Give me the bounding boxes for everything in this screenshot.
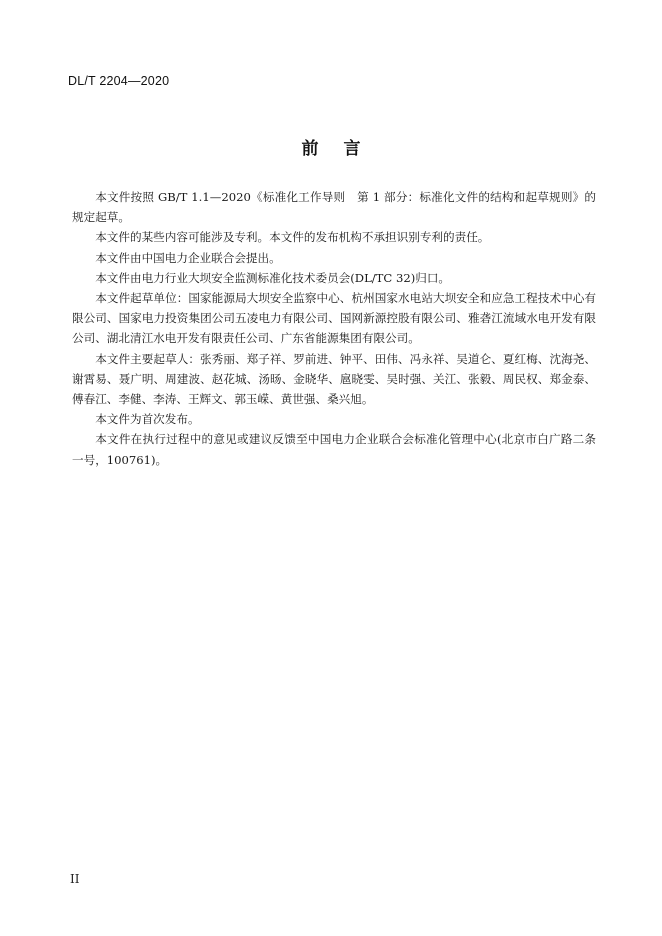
paragraph-drafting-units: 本文件起草单位：国家能源局大坝安全监察中心、杭州国家水电站大坝安全和应急工程技术中心有限公司、国家电力投资集团公司五凌电力有限公司、国网新源控股有限公司、雅砻江流域水电开发有限公司、湖北清江水电开发有限责任公司、广东省能源集团有限公司。 (72, 291, 596, 346)
paragraph-proposer: 本文件由中国电力企业联合会提出。 (95, 250, 281, 265)
paragraph-drafting-rules: 本文件按照 GB/T 1.1—2020《标准化工作导则 第 1 部分：标准化文件的结构和起草规则》的规定起草。 (72, 190, 596, 225)
section-title: 前言 (301, 139, 386, 159)
paragraph-first-release: 本文件为首次发布。 (95, 412, 200, 427)
paragraph-main-drafters: 本文件主要起草人：张秀丽、郑子祥、罗前进、钟平、田伟、冯永祥、吴道仑、夏红梅、沈海尧、谢霄易、聂广明、周建波、赵花城、汤旸、金晓华、扈晓雯、吴时强、关江、张毅、周民权、郑金泰、傅春江、李健、李涛、王辉文、郭玉嵘、黄世强、桑兴旭。 (72, 351, 596, 407)
document-code-header: DL/T 2204—2020 (68, 74, 170, 88)
paragraph-patent-notice: 本文件的某些内容可能涉及专利。本文件的发布机构不承担识别专利的责任。 (95, 230, 490, 245)
page-number: II (70, 872, 80, 886)
paragraph-feedback-contact: 本文件在执行过程中的意见或建议反馈至中国电力企业联合会标准化管理中心(北京市白广路二条一号，100761)。 (72, 432, 596, 467)
paragraph-technical-committee: 本文件由电力行业大坝安全监测标准化技术委员会(DL/TC 32)归口。 (95, 270, 451, 285)
foreword-body (72, 187, 596, 470)
